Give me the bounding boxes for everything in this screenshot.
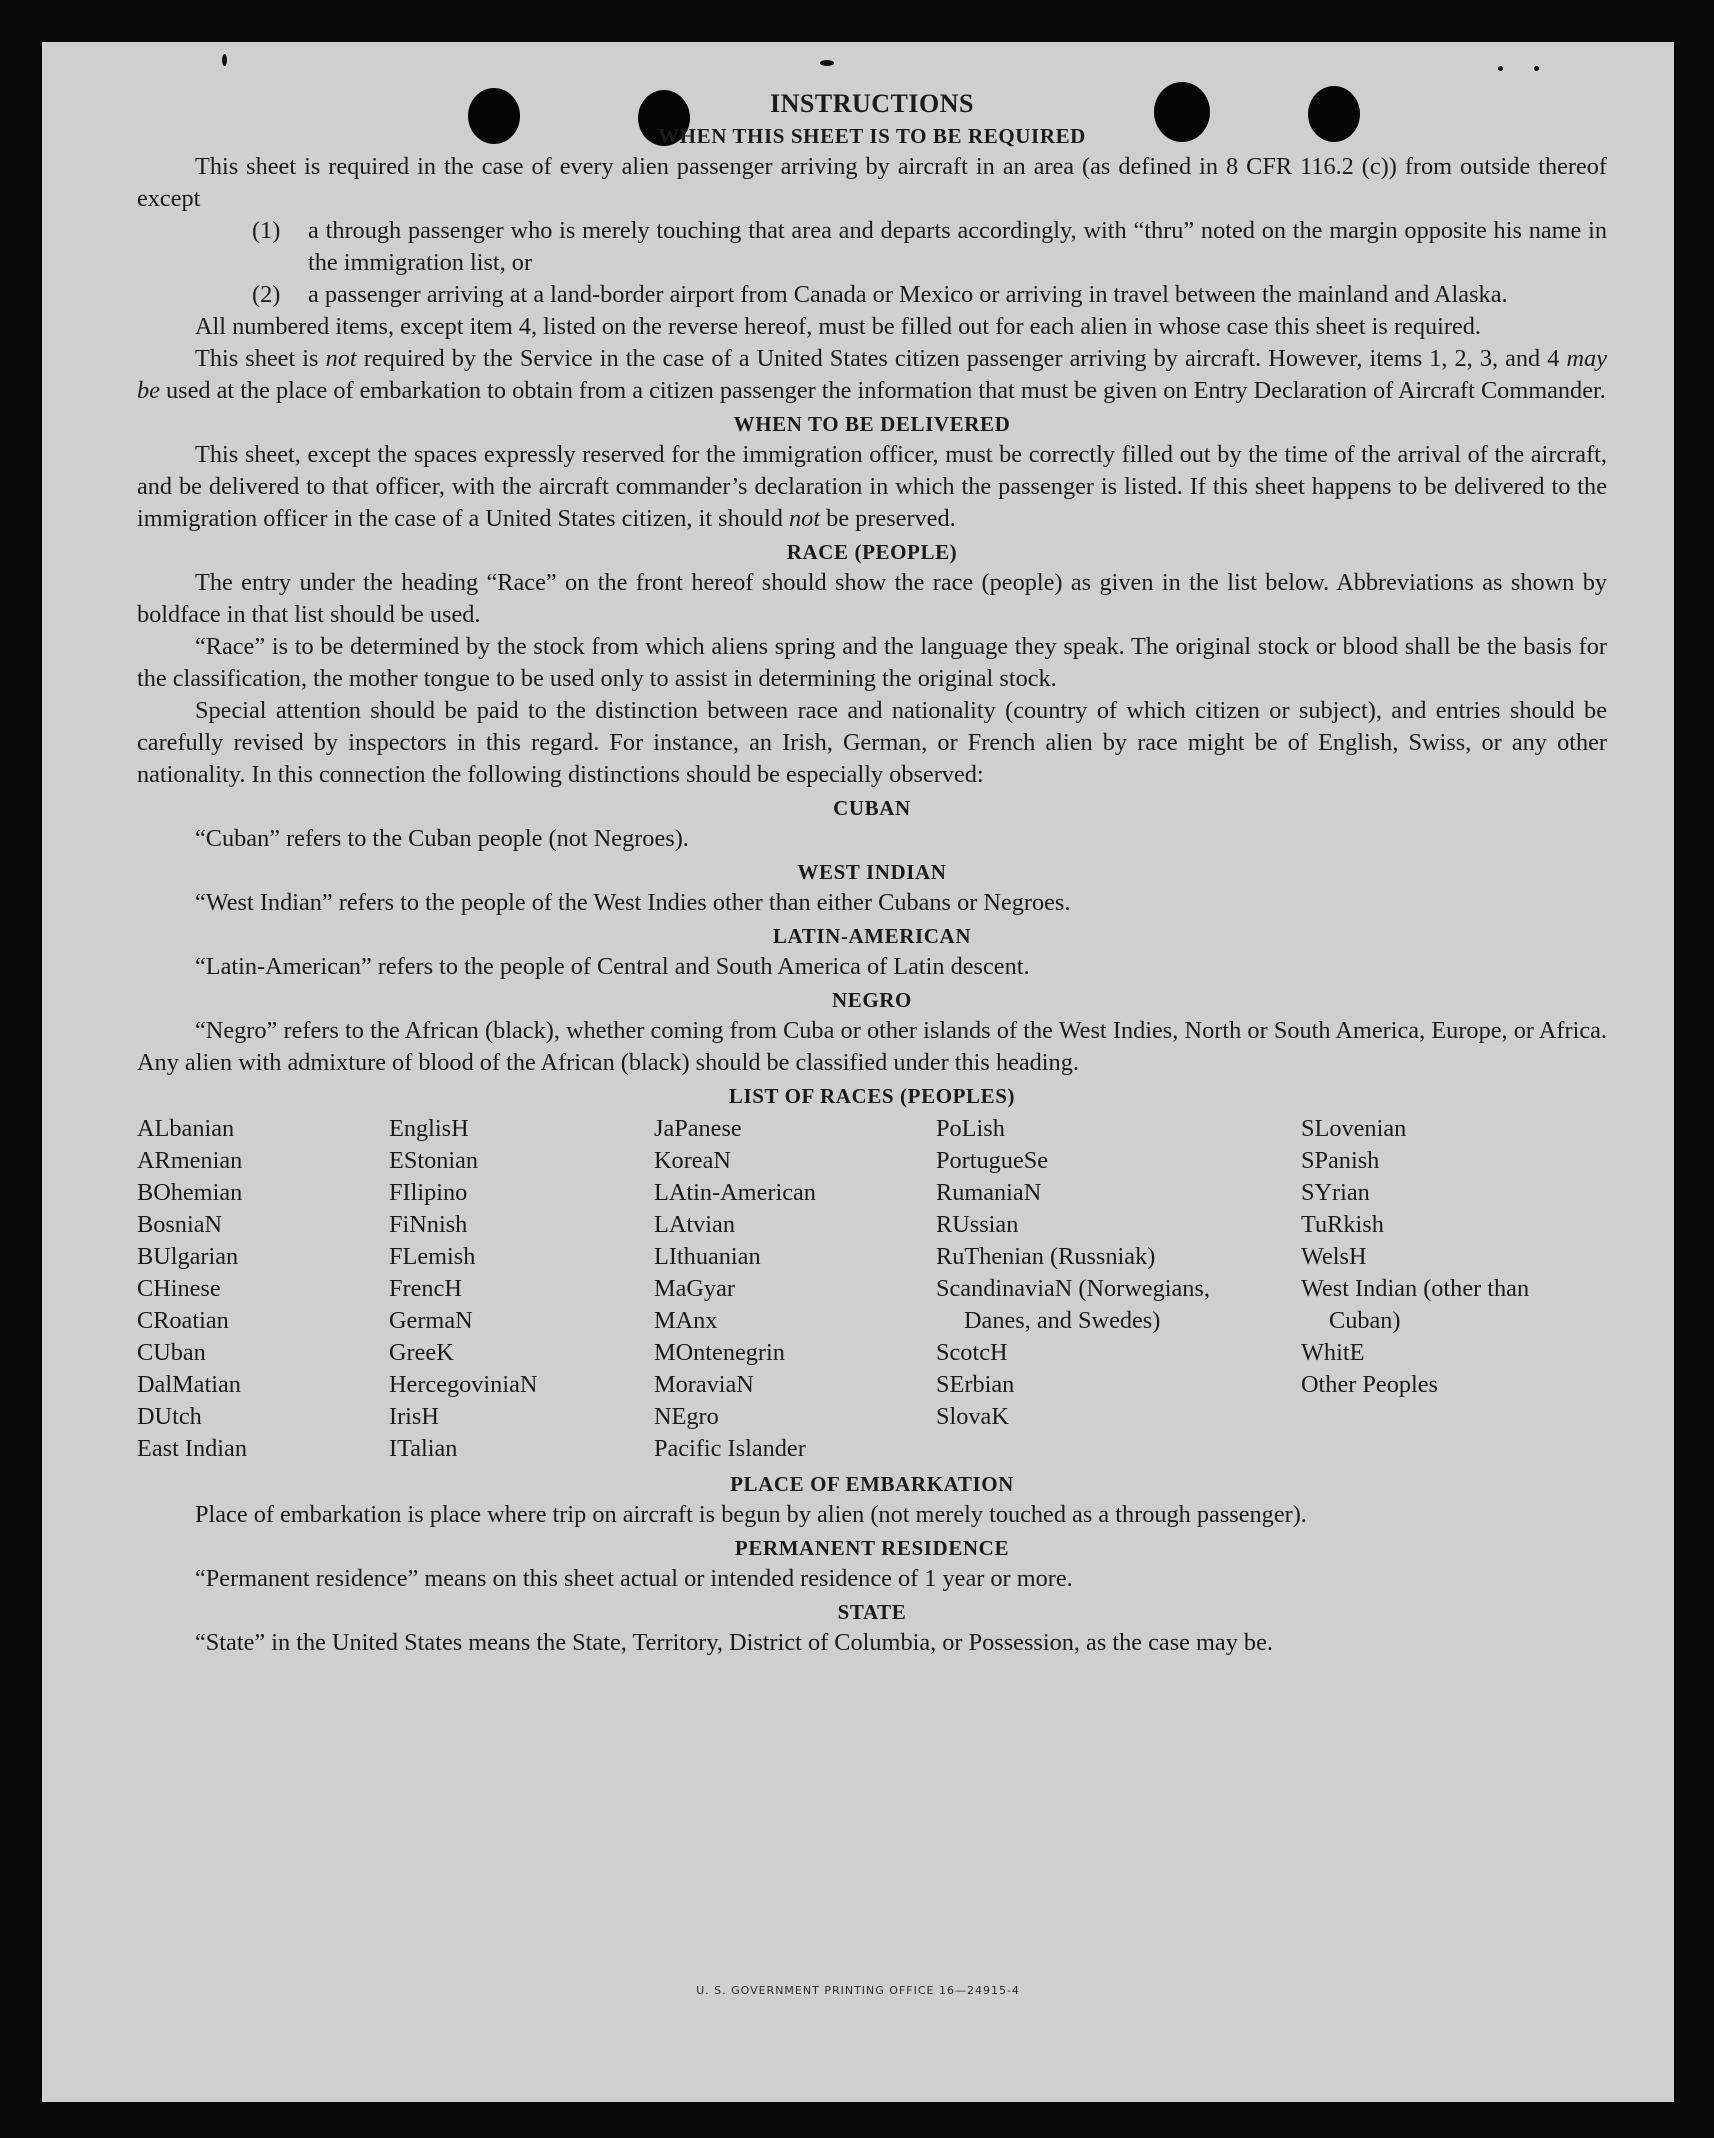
race-entry: KoreaN: [654, 1147, 731, 1174]
race-entry: SLovenian: [1301, 1115, 1407, 1142]
race-entry: IrisH: [389, 1403, 439, 1430]
instructions-body: [137, 87, 1607, 1659]
race-entry: MaGyar: [654, 1275, 735, 1302]
exception-text: a through passenger who is merely touching that area and departs accordingly, with “thru” noted on the margin opposite his name in the immigration list, or: [308, 217, 1607, 276]
required-intro: This sheet is required in the case of every alien passenger arriving by aircraft in an area (as defined in 8 CFR 116.2 (c)) from outside thereof except: [137, 153, 1607, 212]
race-entry: NEgro: [654, 1403, 719, 1430]
definition-text: “Latin-American” refers to the people of Central and South America of Latin descent.: [195, 953, 1030, 980]
race-entry: TuRkish: [1301, 1211, 1384, 1238]
race-column: [389, 1113, 654, 1465]
printer-imprint: U. S. GOVERNMENT PRINTING OFFICE 16—24915-4: [696, 1984, 1020, 1997]
exception-number: (1): [252, 217, 281, 244]
race-entry: EStonian: [389, 1147, 479, 1174]
section-heading-state: STATE: [837, 1600, 907, 1624]
race-entry: Pacific Islander: [654, 1435, 806, 1462]
race-entry: HercegoviniaN: [389, 1371, 538, 1398]
race-entry: DalMatian: [137, 1371, 241, 1398]
race-entry: CRoatian: [137, 1307, 229, 1334]
race-column: [654, 1113, 936, 1465]
numbered-items-paragraph: All numbered items, except item 4, listed on the reverse hereof, must be filled out for each alien in whose case this sheet is required.: [195, 313, 1481, 340]
scan-speck: [1498, 66, 1503, 71]
race-entry: WhitE: [1301, 1339, 1365, 1366]
definition-text: “Negro” refers to the African (black), whether coming from Cuba or other islands of the West Indies, North or South America, Europe, or Africa. Any alien with admixture of blood of the African (black) should be classified under this heading.: [137, 1017, 1607, 1076]
race-entry: SYrian: [1301, 1179, 1370, 1206]
exception-text: a passenger arriving at a land-border airport from Canada or Mexico or arriving in travel between the mainland and Alaska.: [308, 281, 1508, 308]
race-column: [137, 1113, 389, 1465]
race-entry: ITalian: [389, 1435, 458, 1462]
scan-speck: [820, 60, 834, 66]
embarkation-text: Place of embarkation is place where trip on aircraft is begun by alien (not merely touched as a through passenger).: [195, 1501, 1307, 1528]
definition-heading: LATIN-AMERICAN: [772, 924, 972, 948]
race-entry: SErbian: [936, 1371, 1015, 1398]
exception-item: [252, 215, 1607, 279]
race-entry: SPanish: [1301, 1147, 1380, 1174]
race-entry: PortugueSe: [936, 1147, 1049, 1174]
race-entry: CHinese: [137, 1275, 221, 1302]
race-entry: SlovaK: [936, 1403, 1009, 1430]
race-entry: BOhemian: [137, 1179, 243, 1206]
section-heading-residence: PERMANENT RESIDENCE: [734, 1536, 1010, 1560]
race-entry: ARmenian: [137, 1147, 243, 1174]
race-entry: FLemish: [389, 1243, 476, 1270]
race-entry: RumaniaN: [936, 1179, 1042, 1206]
race-entry: GreeK: [389, 1339, 454, 1366]
race-entry: LAtin-American: [654, 1179, 816, 1206]
definition-heading: CUBAN: [833, 796, 911, 820]
race-entry: DUtch: [137, 1403, 202, 1430]
race-entry: RuThenian (Russniak): [936, 1243, 1156, 1270]
delivered-paragraph: This sheet, except the spaces expressly reserved for the immigration officer, must be correctly filled out by the time of the arrival of the aircraft, and be delivered to that officer, with the aircraft commander’s declaration in which the passenger is listed. If this sheet happens to be delivered to the immigration officer in the case of a United States citizen, it should not be preserved.: [137, 441, 1607, 532]
race-column: [1301, 1113, 1561, 1465]
section-heading-embarkation: PLACE OF EMBARKATION: [730, 1472, 1014, 1496]
race-entry: ScotcH: [936, 1339, 1008, 1366]
race-entry: MOntenegrin: [654, 1339, 785, 1366]
exception-number: (2): [252, 281, 281, 308]
race-entry: FIlipino: [389, 1179, 468, 1206]
race-entry: West Indian (other than Cuban): [1301, 1275, 1530, 1334]
definition-text: “Cuban” refers to the Cuban people (not Negroes).: [195, 825, 689, 852]
race-paragraph: The entry under the heading “Race” on the front hereof should show the race (people) as given in the list below. Abbreviations as shown by boldface in that list should be used.: [137, 569, 1607, 628]
race-entry: MAnx: [654, 1307, 718, 1334]
scan-speck: [1534, 66, 1539, 71]
race-entry: PoLish: [936, 1115, 1005, 1142]
section-heading-delivered: WHEN TO BE DELIVERED: [733, 412, 1011, 436]
race-entry: WelsH: [1301, 1243, 1367, 1270]
race-paragraph: “Race” is to be determined by the stock from which aliens spring and the language they speak. The original stock or blood shall be the basis for the classification, the mother tongue to be used only to assist in determining the original stock.: [137, 633, 1607, 692]
race-entry: East Indian: [137, 1435, 247, 1462]
citizen-paragraph: This sheet is not required by the Service in the case of a United States citizen passenger arriving by aircraft. However, items 1, 2, 3, and 4 may be used at the place of embarkation to obtain from a citizen passenger the information that must be given on Entry Declaration of Aircraft Commander.: [137, 345, 1607, 404]
race-entry: ALbanian: [137, 1115, 235, 1142]
definition-heading: WEST INDIAN: [797, 860, 947, 884]
race-column: [936, 1113, 1236, 1465]
race-entry: RUssian: [936, 1211, 1019, 1238]
race-entry: ScandinaviaN (Norwegians, Danes, and Swedes): [936, 1275, 1210, 1334]
race-entry: EnglisH: [389, 1115, 469, 1142]
race-entry: GermaN: [389, 1307, 473, 1334]
race-entry: JaPanese: [654, 1115, 742, 1142]
race-entry: Other Peoples: [1301, 1371, 1438, 1398]
page-title: INSTRUCTIONS: [770, 89, 974, 118]
race-entry: CUban: [137, 1339, 206, 1366]
race-entry: LAtvian: [654, 1211, 735, 1238]
race-entry: BosniaN: [137, 1211, 223, 1238]
race-entry: LIthuanian: [654, 1243, 761, 1270]
exception-item: [252, 279, 1607, 311]
document-sheet: [42, 42, 1674, 2102]
race-entry: BUlgarian: [137, 1243, 239, 1270]
race-entry: MoraviaN: [654, 1371, 754, 1398]
definition-heading: NEGRO: [831, 988, 912, 1012]
section-heading-required: WHEN THIS SHEET IS TO BE REQUIRED: [658, 124, 1086, 148]
scan-speck: [222, 54, 227, 66]
race-entry: FiNnish: [389, 1211, 468, 1238]
race-list-heading: LIST OF RACES (PEOPLES): [728, 1084, 1016, 1108]
race-paragraph: Special attention should be paid to the distinction between race and nationality (country of which citizen or subject), and entries should be carefully revised by inspectors in this regard. For instance, an Irish, German, or French alien by race might be of English, Swiss, or any other nationality. In this connection the following distinctions should be especially observed:: [137, 697, 1607, 788]
race-list: [137, 1113, 1607, 1465]
section-heading-race: RACE (PEOPLE): [786, 540, 958, 564]
residence-text: “Permanent residence” means on this sheet actual or intended residence of 1 year or more.: [195, 1565, 1073, 1592]
race-entry: FrencH: [389, 1275, 462, 1302]
state-text: “State” in the United States means the State, Territory, District of Columbia, or Possession, as the case may be.: [195, 1629, 1273, 1656]
definition-text: “West Indian” refers to the people of the West Indies other than either Cubans or Negroes.: [195, 889, 1071, 916]
